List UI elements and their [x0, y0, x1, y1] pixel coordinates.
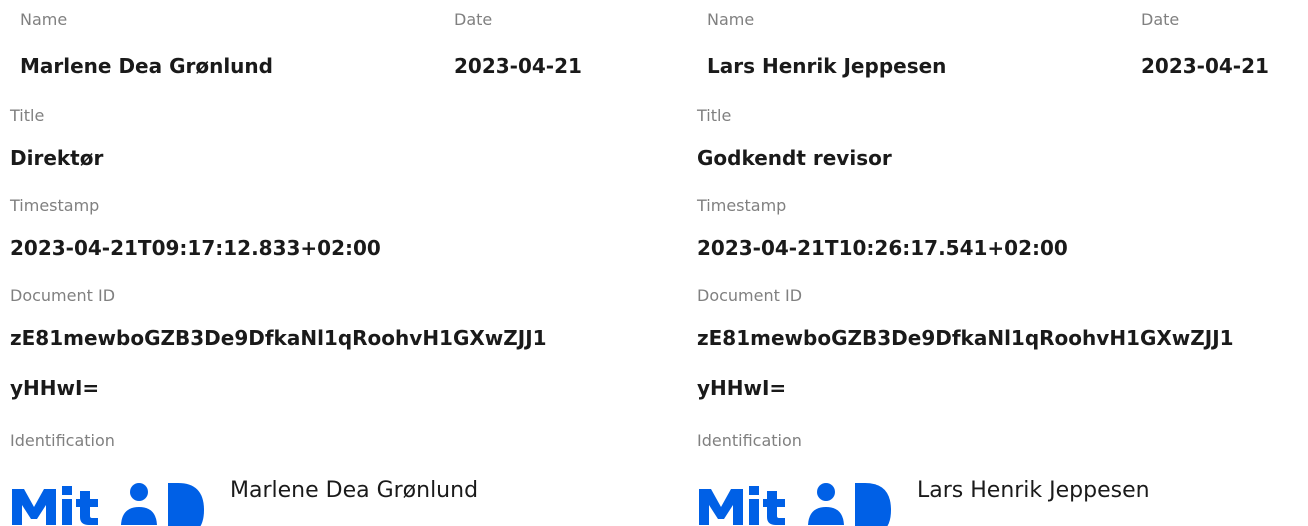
document-id-line-2: yHHwI= — [10, 376, 100, 400]
title-label: Title — [10, 106, 45, 125]
signature-timestamp: 2023-04-21T09:17:12.833+02:00 — [10, 236, 381, 260]
date-label: Date — [454, 10, 493, 29]
signer-name: Marlene Dea Grønlund — [20, 54, 273, 78]
signature-date: 2023-04-21 — [454, 54, 582, 78]
signer-block-2 — [697, 0, 1308, 526]
mitid-logo-icon — [697, 477, 907, 526]
document-id-label: Document ID — [697, 286, 803, 305]
mitid-logo-icon — [10, 477, 220, 526]
document-id-line-1: zE81mewboGZB3De9DfkaNl1qRoohvH1GXwZJJ1 — [10, 326, 547, 350]
date-label: Date — [1141, 10, 1180, 29]
document-id-line-1: zE81mewboGZB3De9DfkaNl1qRoohvH1GXwZJJ1 — [697, 326, 1234, 350]
identification-label: Identification — [697, 431, 802, 450]
identification-name: Marlene Dea Grønlund — [230, 478, 479, 503]
signature-timestamp: 2023-04-21T10:26:17.541+02:00 — [697, 236, 1068, 260]
title-label: Title — [697, 106, 732, 125]
document-id-line-2: yHHwI= — [697, 376, 787, 400]
identification-label: Identification — [10, 431, 115, 450]
signer-title: Direktør — [10, 146, 104, 170]
signature-date: 2023-04-21 — [1141, 54, 1269, 78]
timestamp-label: Timestamp — [10, 196, 100, 215]
identification-name: Lars Henrik Jeppesen — [917, 478, 1150, 503]
timestamp-label: Timestamp — [697, 196, 787, 215]
name-label: Name — [20, 10, 68, 29]
name-label: Name — [707, 10, 755, 29]
document-id-label: Document ID — [10, 286, 116, 305]
signer-block-1 — [10, 0, 630, 526]
signer-title: Godkendt revisor — [697, 146, 892, 170]
signer-name: Lars Henrik Jeppesen — [707, 54, 947, 78]
